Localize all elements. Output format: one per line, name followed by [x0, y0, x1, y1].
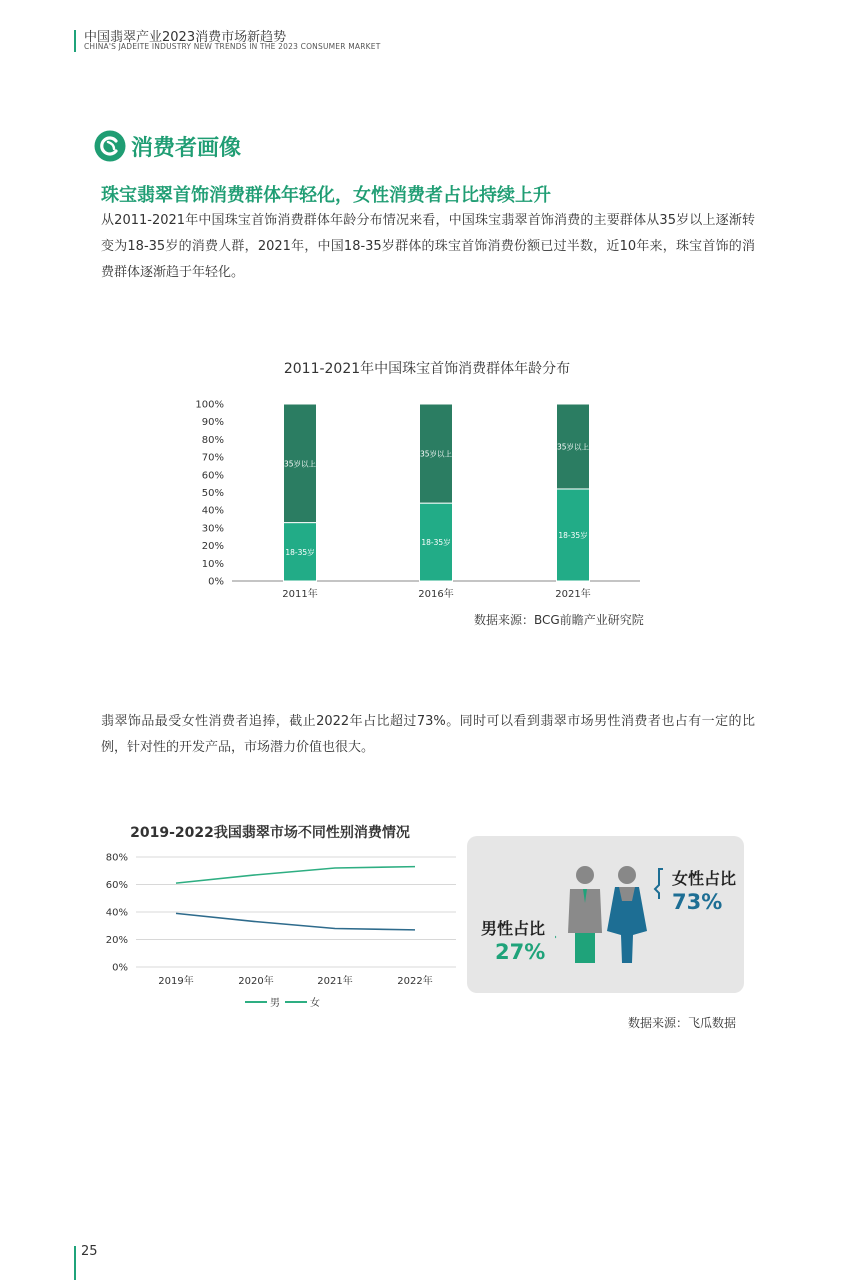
series-line [176, 867, 415, 884]
age-chart-title: 2011-2021年中国珠宝首饰消费群体年龄分布 [283, 361, 571, 377]
x-tick-label: 2021年 [317, 976, 353, 987]
male-figure-icon [568, 866, 602, 963]
x-tick-label: 2021年 [555, 589, 591, 600]
y-tick-label: 70% [201, 452, 224, 464]
y-tick-label: 20% [201, 541, 224, 553]
y-tick-label: 30% [201, 523, 224, 535]
y-tick-label: 100% [195, 399, 224, 411]
footer-accent-bar [74, 1246, 76, 1280]
x-tick-label: 2011年 [282, 589, 318, 600]
bar-segment-label: 18-35岁 [285, 547, 315, 557]
page-number: 25 [81, 1244, 98, 1259]
legend-label: 女 [310, 998, 320, 1009]
female-share-value: 73% [672, 890, 723, 914]
bar-segment-label: 35岁以上 [419, 449, 453, 459]
bar-segment-label: 18-35岁 [421, 538, 451, 548]
y-tick-label: 60% [105, 880, 128, 891]
y-tick-label: 40% [105, 907, 128, 919]
header-title: 中国翡翠产业2023消费市场新趋势 [84, 30, 287, 45]
y-tick-label: 20% [105, 935, 128, 946]
bar-segment-label: 35岁以上 [556, 442, 590, 452]
y-tick-label: 40% [201, 505, 224, 517]
male-share-value: 27% [495, 940, 546, 964]
female-share-label: 女性占比 [672, 869, 737, 888]
y-tick-label: 90% [201, 417, 224, 429]
x-tick-label: 2020年 [238, 976, 274, 987]
x-tick-label: 2019年 [158, 976, 194, 987]
gender-figures-icon [555, 855, 685, 970]
bar-segment-label: 18-35岁 [558, 530, 588, 540]
male-share-label: 男性占比 [481, 919, 546, 938]
x-tick-label: 2022年 [397, 976, 433, 987]
intro-paragraph: 从2011-2021年中国珠宝首饰消费群体年龄分布情况来看，中国珠宝翡翠首饰消费的主要群体从35岁以上逐渐转变为18-35岁的消费人群，2021年，中国18-35岁群体的珠宝首饰消费份额已过半数，近10年来，珠宝首饰的消费群体逐渐趋于年轻化。 [101, 213, 755, 280]
bar-segment-label: 35岁以上 [283, 459, 317, 469]
y-tick-label: 80% [105, 852, 128, 864]
series-line [176, 913, 415, 930]
female-figure-icon [607, 866, 647, 963]
y-tick-label: 50% [201, 488, 224, 499]
legend-label: 男 [270, 998, 280, 1009]
x-tick-label: 2016年 [418, 589, 454, 600]
section-title: 消费者画像 [131, 136, 242, 161]
gender-chart-source: 数据来源：飞瓜数据 [628, 1016, 737, 1030]
y-tick-label: 60% [201, 470, 224, 482]
age-chart-source: 数据来源：BCG前瞻产业研究院 [474, 613, 644, 627]
y-tick-label: 0% [208, 576, 224, 588]
y-tick-label: 80% [201, 434, 224, 446]
y-tick-label: 0% [112, 962, 128, 974]
gender-chart-title: 2019-2022我国翡翠市场不同性别消费情况 [130, 825, 410, 841]
y-tick-label: 10% [201, 558, 224, 570]
section-headline: 珠宝翡翠首饰消费群体年轻化，女性消费者占比持续上升 [101, 185, 551, 206]
gender-paragraph: 翡翠饰品最受女性消费者追捧，截止2022年占比超过73%。同时可以看到翡翠市场男性消费者也占有一定的比例，针对性的开发产品，市场潜力价值也很大。 [101, 714, 755, 755]
header-subtitle: CHINA'S JADEITE INDUSTRY NEW TRENDS IN THE 2023 CONSUMER MARKET [84, 42, 381, 51]
